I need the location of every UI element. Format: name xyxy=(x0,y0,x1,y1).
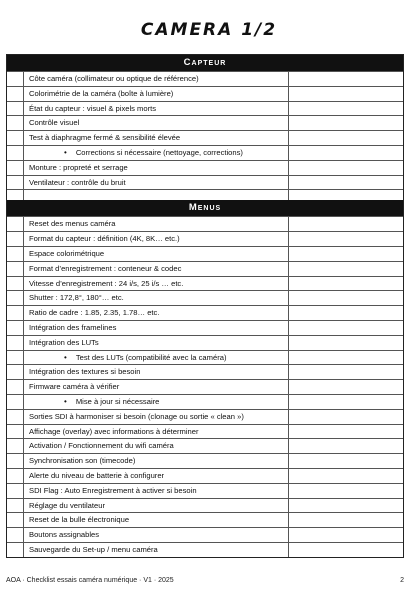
table-row xyxy=(7,231,403,246)
table-row xyxy=(7,453,403,468)
item-label: Intégration des framelines xyxy=(24,321,289,335)
notes-cell[interactable] xyxy=(289,306,403,320)
notes-cell[interactable] xyxy=(289,146,403,160)
checkbox-cell[interactable] xyxy=(7,484,24,498)
item-label: SDI Flag : Auto Enregistrement à activer si besoin xyxy=(24,484,289,498)
checkbox-cell[interactable] xyxy=(7,380,24,394)
notes-cell[interactable] xyxy=(289,439,403,453)
notes-cell[interactable] xyxy=(289,262,403,276)
table-row xyxy=(7,71,403,86)
checkbox-cell[interactable] xyxy=(7,365,24,379)
item-label: Sauvegarde du Set-up / menu caméra xyxy=(24,543,289,557)
table-row-sub xyxy=(7,350,403,365)
item-label: Espace colorimétrique xyxy=(24,247,289,261)
notes-cell[interactable] xyxy=(289,190,403,200)
checkbox-cell[interactable] xyxy=(7,395,24,409)
checkbox-cell[interactable] xyxy=(7,116,24,130)
empty-row xyxy=(7,189,403,200)
notes-cell[interactable] xyxy=(289,499,403,513)
checkbox-cell[interactable] xyxy=(7,543,24,557)
table-row xyxy=(7,276,403,291)
checkbox-cell[interactable] xyxy=(7,499,24,513)
checkbox-cell[interactable] xyxy=(7,528,24,542)
table-row xyxy=(7,379,403,394)
item-label: Ratio de cadre : 1.85, 2.35, 1.78… etc. xyxy=(24,306,289,320)
notes-cell[interactable] xyxy=(289,395,403,409)
checkbox-cell[interactable] xyxy=(7,454,24,468)
checkbox-cell[interactable] xyxy=(7,262,24,276)
checkbox-cell[interactable] xyxy=(7,513,24,527)
item-label: Vitesse d’enregistrement : 24 i/s, 25 i/s … etc. xyxy=(24,277,289,291)
checkbox-cell[interactable] xyxy=(7,439,24,453)
checkbox-cell[interactable] xyxy=(7,336,24,350)
item-label: Firmware caméra à vérifier xyxy=(24,380,289,394)
item-label: Sorties SDI à harmoniser si besoin (clonage ou sortie « clean ») xyxy=(24,410,289,424)
item-label: • Mise à jour si nécessaire xyxy=(24,395,289,409)
checkbox-cell[interactable] xyxy=(7,425,24,439)
footer-text: AOA · Checklist essais caméra numérique · V1 · 2025 xyxy=(6,577,174,584)
checkbox-cell[interactable] xyxy=(7,102,24,116)
notes-cell[interactable] xyxy=(289,217,403,231)
checkbox-cell[interactable] xyxy=(7,306,24,320)
checkbox-cell[interactable] xyxy=(7,161,24,175)
item-label: Affichage (overlay) avec informations à déterminer xyxy=(24,425,289,439)
checkbox-cell[interactable] xyxy=(7,247,24,261)
checkbox-cell[interactable] xyxy=(7,277,24,291)
notes-cell[interactable] xyxy=(289,161,403,175)
checkbox-cell[interactable] xyxy=(7,72,24,86)
table-row xyxy=(7,290,403,305)
checkbox-cell[interactable] xyxy=(7,351,24,365)
notes-cell[interactable] xyxy=(289,543,403,557)
table-row xyxy=(7,483,403,498)
notes-cell[interactable] xyxy=(289,232,403,246)
notes-cell[interactable] xyxy=(289,365,403,379)
item-label: Colorimétrie de la caméra (boîte à lumière) xyxy=(24,87,289,101)
table-row xyxy=(7,335,403,350)
notes-cell[interactable] xyxy=(289,425,403,439)
item-label: • Test des LUTs (compatibilité avec la caméra) xyxy=(24,351,289,365)
table-row xyxy=(7,130,403,145)
checkbox-cell[interactable] xyxy=(7,291,24,305)
item-label: Shutter : 172,8°, 180°… etc. xyxy=(24,291,289,305)
notes-cell[interactable] xyxy=(289,454,403,468)
table-row xyxy=(7,468,403,483)
notes-cell[interactable] xyxy=(289,410,403,424)
checkbox-cell[interactable] xyxy=(7,87,24,101)
checkbox-cell[interactable] xyxy=(7,146,24,160)
checkbox-cell[interactable] xyxy=(7,469,24,483)
notes-cell[interactable] xyxy=(289,484,403,498)
item-label: Réglage du ventilateur xyxy=(24,499,289,513)
checkbox-cell[interactable] xyxy=(7,217,24,231)
item-label: Côte caméra (collimateur ou optique de référence) xyxy=(24,72,289,86)
empty-cell xyxy=(24,190,289,200)
checkbox-cell[interactable] xyxy=(7,321,24,335)
item-label: Format du capteur : définition (4K, 8K… etc.) xyxy=(24,232,289,246)
notes-cell[interactable] xyxy=(289,277,403,291)
checklist-table xyxy=(6,54,404,558)
table-row xyxy=(7,86,403,101)
notes-cell[interactable] xyxy=(289,528,403,542)
table-row xyxy=(7,542,403,557)
item-label: Activation / Fonctionnement du wifi caméra xyxy=(24,439,289,453)
table-row xyxy=(7,115,403,130)
page-title: CAMERA 1/2 xyxy=(140,20,278,40)
item-label: Reset des menus caméra xyxy=(24,217,289,231)
item-label: Monture : propreté et serrage xyxy=(24,161,289,175)
item-label: Synchronisation son (timecode) xyxy=(24,454,289,468)
table-row xyxy=(7,498,403,513)
notes-cell[interactable] xyxy=(289,72,403,86)
table-row xyxy=(7,320,403,335)
item-label: Format d’enregistrement : conteneur & codec xyxy=(24,262,289,276)
page-number: 2 xyxy=(400,577,404,584)
checkbox-cell[interactable] xyxy=(7,176,24,190)
checkbox-cell[interactable] xyxy=(7,232,24,246)
table-row xyxy=(7,512,403,527)
item-label: Test à diaphragme fermé & sensibilité élevée xyxy=(24,131,289,145)
table-row xyxy=(7,175,403,190)
notes-cell[interactable] xyxy=(289,380,403,394)
table-row xyxy=(7,527,403,542)
notes-cell[interactable] xyxy=(289,513,403,527)
notes-cell[interactable] xyxy=(289,176,403,190)
table-row xyxy=(7,216,403,231)
table-row xyxy=(7,246,403,261)
section-header-menus: Menus xyxy=(7,200,403,216)
item-label: Intégration des LUTs xyxy=(24,336,289,350)
table-row xyxy=(7,261,403,276)
item-label: Boutons assignables xyxy=(24,528,289,542)
notes-cell[interactable] xyxy=(289,291,403,305)
item-label: Reset de la bulle électronique xyxy=(24,513,289,527)
checkbox-cell[interactable] xyxy=(7,131,24,145)
checkbox-cell[interactable] xyxy=(7,410,24,424)
item-label: • Corrections si nécessaire (nettoyage, corrections) xyxy=(24,146,289,160)
table-row xyxy=(7,364,403,379)
notes-cell[interactable] xyxy=(289,116,403,130)
table-row xyxy=(7,409,403,424)
item-label: Ventilateur : contrôle du bruit xyxy=(24,176,289,190)
table-row-sub xyxy=(7,145,403,160)
item-label: Intégration des textures si besoin xyxy=(24,365,289,379)
item-label: Alerte du niveau de batterie à configurer xyxy=(24,469,289,483)
table-row-sub xyxy=(7,394,403,409)
notes-cell[interactable] xyxy=(289,469,403,483)
table-row xyxy=(7,438,403,453)
notes-cell[interactable] xyxy=(289,351,403,365)
table-row xyxy=(7,424,403,439)
checkbox-cell[interactable] xyxy=(7,190,24,200)
item-label: État du capteur : visuel & pixels morts xyxy=(24,102,289,116)
table-row xyxy=(7,305,403,320)
notes-cell[interactable] xyxy=(289,321,403,335)
table-row xyxy=(7,160,403,175)
item-label: Contrôle visuel xyxy=(24,116,289,130)
notes-cell[interactable] xyxy=(289,102,403,116)
notes-cell[interactable] xyxy=(289,336,403,350)
notes-cell[interactable] xyxy=(289,247,403,261)
notes-cell[interactable] xyxy=(289,87,403,101)
notes-cell[interactable] xyxy=(289,131,403,145)
section-header-capteur: Capteur xyxy=(7,55,403,71)
table-row xyxy=(7,101,403,116)
